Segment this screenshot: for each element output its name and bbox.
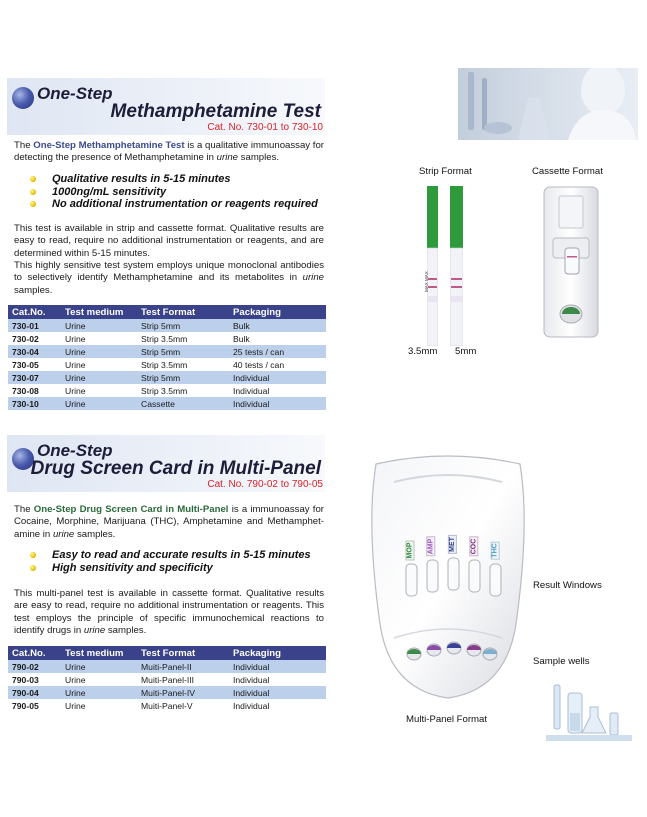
drug-title-line1: One-Step <box>37 441 113 460</box>
table-row: 730-05 Urine Strip 3.5mm 40 tests / can <box>8 358 326 371</box>
panel-label-thc: THC <box>491 543 499 558</box>
drug-cat-no: Cat. No. 790-02 to 790-05 <box>207 479 323 490</box>
meth-product-table <box>8 305 326 410</box>
column-header: Cat.No. <box>8 646 61 660</box>
cassette-device <box>543 186 599 338</box>
sample-wells-label: Sample wells <box>533 656 590 667</box>
drug-title-line2: Drug Screen Card in Multi-Panel <box>30 458 321 479</box>
panel-label-met: MET <box>448 537 456 552</box>
cassette-format-label: Cassette Format <box>532 166 603 177</box>
bullet-icon <box>30 565 36 571</box>
multi-panel-card <box>366 454 530 700</box>
table-header-row <box>8 305 326 319</box>
bullet-icon <box>30 189 36 195</box>
table-row: 790-05 Urine Muiti-Panel-V Individual <box>8 699 326 712</box>
list-item: Qualitative results in 5-15 minutes <box>30 173 318 186</box>
table-row: 730-10 Urine Cassette Individual <box>8 397 326 410</box>
test-strip-5mm <box>450 186 463 346</box>
strip-5mm-label: 5mm <box>455 346 477 357</box>
table-header-row <box>8 646 326 660</box>
table-row: 730-07 Urine Strip 5mm Individual <box>8 371 326 384</box>
meth-title-line1: One-Step <box>37 84 113 103</box>
drug-intro: The One-Step Drug Screen Card in Multi-Panel is a immunoassay for Cocaine, Morphine, Marijuana (THC), Amphetamine and Methamphet-amine in urine samples. <box>14 504 325 540</box>
meth-intro: The One-Step Methamphetamine Test is a qualitative immunoassay for detecting the presence of Methamphetamine in urine samples. <box>14 140 325 164</box>
list-item: High sensitivity and specificity <box>30 562 311 575</box>
bullet-sphere-icon <box>12 87 34 109</box>
panel-label-mop: MOP <box>406 542 414 559</box>
meth-para-format: This test is available in strip and cassette format. Qualitative results are easy to read, require no additional instrumentation or reagents, and are determined within 5-15 minutes. <box>14 223 324 259</box>
list-item: Easy to read and accurate results in 5-15 minutes <box>30 549 311 562</box>
panel-label-amp: AMP <box>427 538 435 555</box>
column-header: Test Format <box>137 305 229 319</box>
lab-scientist-photo <box>458 68 638 140</box>
test-strip-3-5mm <box>427 186 438 346</box>
strip-3-5mm-label: 3.5mm <box>408 346 438 357</box>
table-row: 790-04 Urine Muiti-Panel-IV Individual <box>8 686 326 699</box>
table-row: 790-03 Urine Muiti-Panel-III Individual <box>8 673 326 686</box>
meth-header <box>7 78 325 135</box>
column-header: Packaging <box>229 305 326 319</box>
panel-label-coc: COC <box>470 538 478 555</box>
list-item: 1000ng/mL sensitivity <box>30 186 318 199</box>
list-item: No additional instrumentation or reagents required <box>30 198 318 211</box>
drug-header <box>7 435 325 492</box>
drug-feature-list <box>30 549 311 574</box>
column-header: Test Format <box>137 646 229 660</box>
meth-para-sensitivity: This highly sensitive test system employs unique monoclonal antibodies to selectively identify Methamphetamine and its metabolites in urine samples. <box>14 260 324 296</box>
multi-panel-format-label: Multi-Panel Format <box>406 714 488 725</box>
meth-product-name: One-Step Methamphetamine Test <box>33 140 185 151</box>
meth-cat-no: Cat. No. 730-01 to 730-10 <box>207 122 323 133</box>
strip-max-label: MAX MAX <box>424 271 429 292</box>
column-header: Packaging <box>229 646 326 660</box>
bullet-icon <box>30 176 36 182</box>
column-header: Cat.No. <box>8 305 61 319</box>
meth-title-line2: Methamphetamine Test <box>110 101 321 122</box>
lab-glassware-graphic <box>546 683 632 741</box>
strip-format-label: Strip Format <box>419 166 472 177</box>
result-windows-label: Result Windows <box>533 580 602 591</box>
bullet-icon <box>30 201 36 207</box>
table-row: 790-02 Urine Muiti-Panel-II Individual <box>8 660 326 673</box>
meth-feature-list <box>30 173 318 211</box>
table-row: 730-08 Urine Strip 3.5mm Individual <box>8 384 326 397</box>
table-row: 730-02 Urine Strip 3.5mm Bulk <box>8 332 326 345</box>
column-header: Test medium <box>61 305 137 319</box>
column-header: Test medium <box>61 646 137 660</box>
drug-product-table <box>8 646 326 712</box>
drug-product-name: One-Step Drug Screen Card in Multi-Panel <box>33 504 229 515</box>
drug-para-format: This multi-panel test is available in cassette format. Qualitative results are easy to read, require no additional instrumentation or reagents. This test employs the principle of specific immunochemical reactions to identify drugs in urine samples. <box>14 588 324 637</box>
bullet-icon <box>30 552 36 558</box>
table-row: 730-04 Urine Strip 5mm 25 tests / can <box>8 345 326 358</box>
table-row: 730-01 Urine Strip 5mm Bulk <box>8 319 326 332</box>
